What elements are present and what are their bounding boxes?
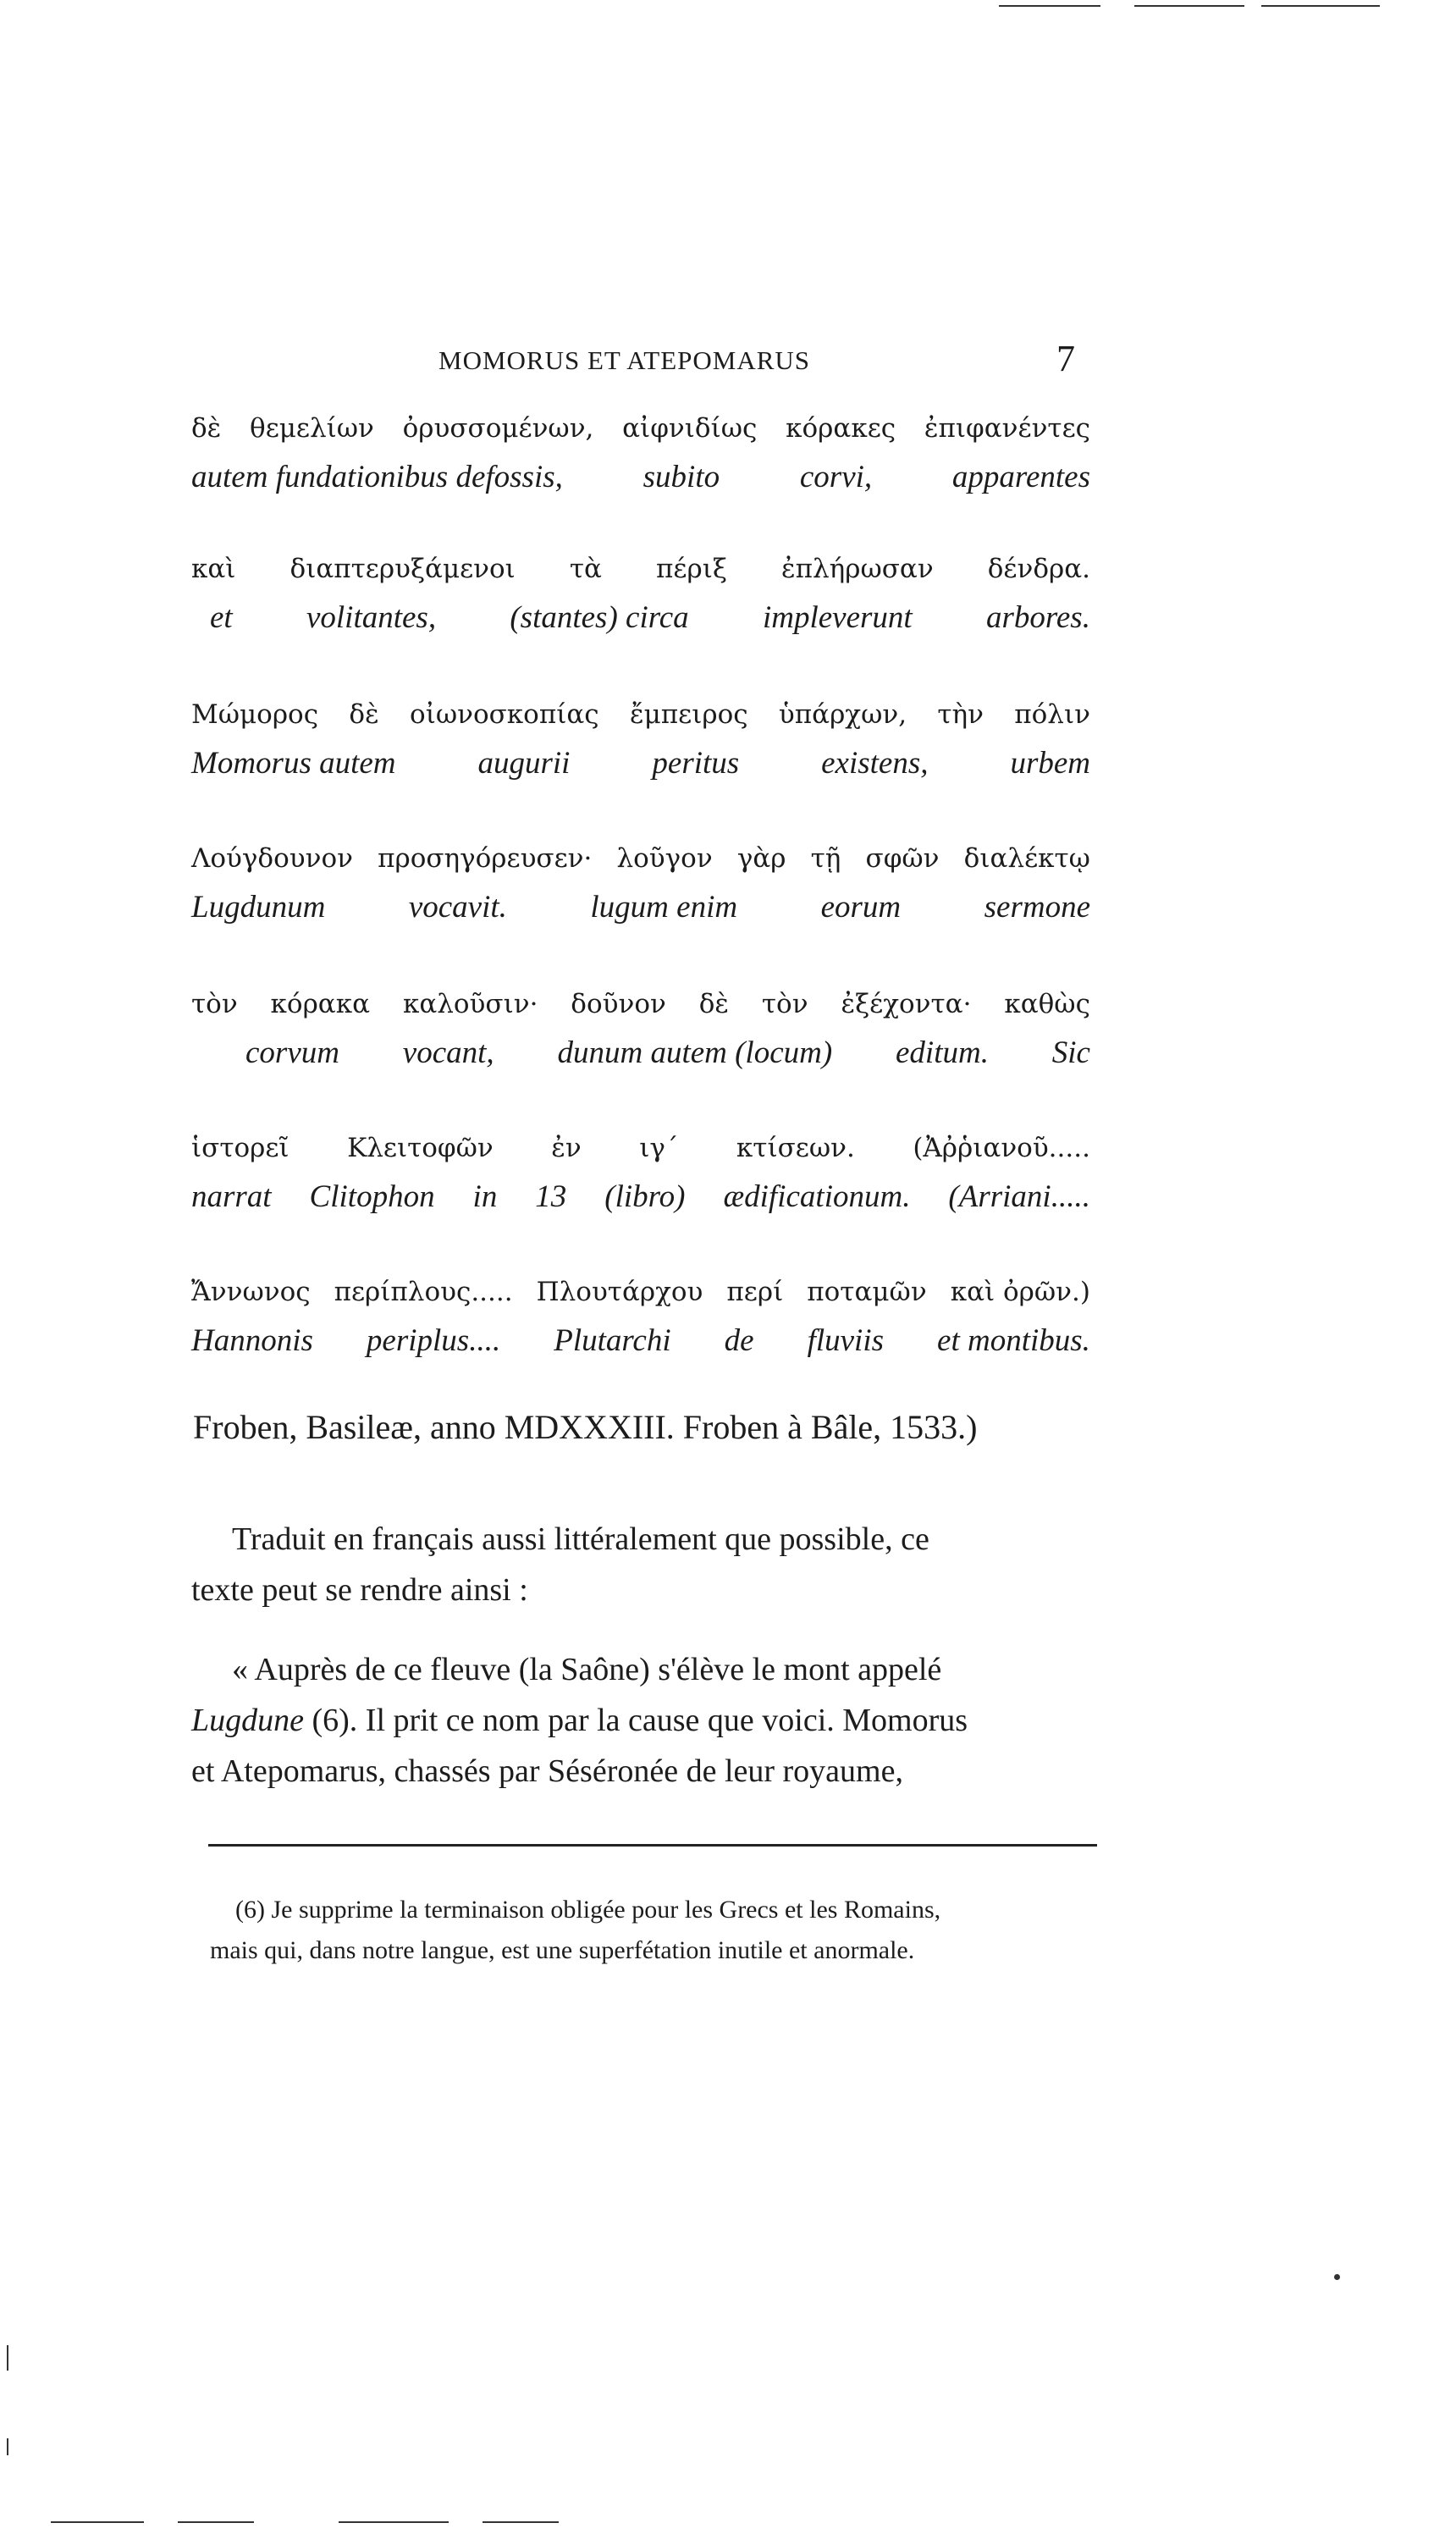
greek-word: λοῦγον	[616, 843, 713, 874]
greek-word: τὸν	[761, 989, 808, 1019]
latin-word: apparentes	[951, 460, 1090, 494]
running-title: MOMORUS ET ATEPOMARUS	[438, 345, 811, 375]
greek-line	[191, 843, 1090, 886]
latin-word: vocant,	[402, 1035, 494, 1070]
scan-edge-mark	[483, 2521, 559, 2523]
verse-pair	[191, 699, 1090, 787]
latin-line	[191, 889, 1090, 931]
translation-intro	[191, 1514, 1092, 1615]
latin-word: subito	[643, 460, 720, 494]
greek-word: αἰφνιδίως	[622, 413, 758, 444]
latin-word: corvum	[245, 1035, 339, 1070]
greek-line	[191, 989, 1090, 1031]
latin-word: 13	[535, 1179, 567, 1214]
paragraph-line: texte peut se rendre ainsi :	[191, 1572, 528, 1608]
greek-word: κόρακες	[786, 413, 896, 444]
italic-word: Lugdune	[191, 1703, 304, 1738]
greek-word: καθὼς	[1004, 989, 1090, 1019]
latin-word: dunum autem (locum)	[557, 1035, 833, 1070]
paragraph-line	[191, 1695, 1092, 1746]
paragraph-text: (6). Il prit ce nom par la cause que voici. Momorus	[304, 1703, 968, 1738]
latin-line	[191, 1179, 1090, 1221]
latin-word: fluviis	[807, 1323, 885, 1358]
verse-pair	[191, 843, 1090, 931]
greek-word: ὑπάρχων,	[778, 699, 907, 730]
greek-word: καὶ ὀρῶν.)	[950, 1277, 1090, 1307]
verse-pair	[191, 554, 1090, 642]
verse-pair	[191, 413, 1090, 501]
page-number: 7	[1056, 338, 1075, 379]
scan-edge-mark	[178, 2521, 254, 2523]
latin-word: et montibus.	[937, 1323, 1090, 1358]
latin-word: de	[724, 1323, 754, 1358]
greek-word: (Ἀῤῥιανοῦ.....	[913, 1133, 1090, 1163]
latin-word: vocavit.	[408, 890, 507, 925]
latin-line	[191, 459, 1090, 501]
greek-word: καὶ	[191, 554, 236, 584]
greek-word: τὴν	[937, 699, 984, 730]
latin-line	[191, 745, 1090, 787]
greek-word: Κλειτοφῶν	[347, 1133, 494, 1163]
greek-word: καλοῦσιν·	[402, 989, 538, 1019]
greek-word: τῇ	[810, 843, 841, 874]
greek-word: Πλουτάρχου	[536, 1277, 703, 1307]
greek-word: δὲ	[349, 699, 379, 730]
latin-word: Hannonis	[191, 1323, 313, 1358]
greek-word: κόρακα	[270, 989, 371, 1019]
scan-edge-mark	[1261, 5, 1380, 7]
scan-edge-mark	[51, 2521, 144, 2523]
latin-word: autem fundationibus defossis,	[191, 460, 563, 494]
greek-word: ὀρυσσομένων,	[402, 413, 594, 444]
scan-edge-mark	[339, 2521, 449, 2523]
greek-line	[191, 1133, 1090, 1175]
latin-word: (libro)	[604, 1179, 686, 1214]
latin-word: narrat	[191, 1179, 272, 1214]
greek-word: περί	[726, 1277, 784, 1307]
greek-word: δένδρα.	[987, 554, 1090, 584]
greek-word: διαπτερυξάμενοι	[290, 554, 516, 584]
paragraph-line: et Atepomarus, chassés par Séséronée de leur royaume,	[191, 1753, 903, 1789]
scan-edge-mark	[7, 2438, 8, 2455]
footnote-line: (6) Je supprime la terminaison obligée pour les Grecs et les Romains,	[235, 1896, 941, 1924]
paragraph-line: « Auprès de ce fleuve (la Saône) s'élève le mont appelé	[232, 1652, 942, 1687]
verse-pair	[191, 1277, 1090, 1365]
latin-word: Plutarchi	[554, 1323, 671, 1358]
latin-line	[191, 1035, 1090, 1077]
verse-pair	[191, 1133, 1090, 1221]
scan-edge-mark	[7, 2345, 8, 2371]
greek-word: δὲ	[698, 989, 730, 1019]
latin-word: lugum enim	[590, 890, 738, 925]
latin-word: (stantes) circa	[510, 600, 689, 635]
greek-word: κτίσεων.	[736, 1133, 855, 1163]
latin-word: Lugdunum	[191, 890, 326, 925]
scan-edge-mark	[999, 5, 1100, 7]
verse-pair	[191, 989, 1090, 1077]
greek-word: Μώμορος	[191, 699, 319, 730]
greek-word: ἐπλήρωσαν	[781, 554, 934, 584]
greek-word: τὸν	[191, 989, 238, 1019]
latin-word: periplus....	[366, 1323, 501, 1358]
greek-word: θεμελίων	[250, 413, 374, 444]
greek-word: πέριξ	[656, 554, 727, 584]
greek-word: γὰρ	[736, 843, 786, 874]
greek-word: οἰωνοσκοπίας	[410, 699, 599, 730]
footnote-rule	[208, 1844, 1097, 1847]
greek-word: προσηγόρευσεν·	[378, 843, 593, 874]
latin-word: et	[210, 600, 233, 635]
latin-word: eorum	[820, 890, 902, 925]
latin-word: volitantes,	[306, 600, 437, 635]
greek-word: τὰ	[569, 554, 602, 584]
latin-line	[191, 1322, 1090, 1365]
greek-word: ἐξέχοντα·	[841, 989, 972, 1019]
latin-word: Sic	[1051, 1035, 1090, 1070]
greek-word: διαλέκτῳ	[963, 843, 1090, 874]
latin-word: arbores.	[985, 600, 1090, 635]
latin-word: in	[472, 1179, 498, 1214]
greek-word: δὲ	[191, 413, 222, 444]
latin-word: (Arriani.....	[948, 1179, 1090, 1214]
greek-line	[191, 554, 1090, 596]
paragraph-line: Traduit en français aussi littéralement que possible, ce	[232, 1521, 929, 1557]
latin-word: sermone	[984, 890, 1090, 925]
greek-word: ποταμῶν	[807, 1277, 927, 1307]
latin-word: corvi,	[799, 460, 873, 494]
latin-line	[191, 599, 1090, 642]
latin-word: impleverunt	[762, 600, 913, 635]
greek-word: ἔμπειρος	[629, 699, 748, 730]
greek-word: ιγ´	[639, 1133, 679, 1163]
greek-line	[191, 413, 1090, 455]
greek-word: σφῶν	[865, 843, 940, 874]
latin-word: augurii	[477, 746, 571, 781]
footnote	[210, 1890, 1099, 1971]
greek-word: Λούγδουνον	[191, 843, 353, 874]
latin-word: existens,	[821, 746, 929, 781]
latin-word: urbem	[1010, 746, 1090, 781]
footnote-line: mais qui, dans notre langue, est une superfétation inutile et anormale.	[210, 1936, 915, 1964]
greek-line	[191, 699, 1090, 742]
latin-word: ædificationum.	[723, 1179, 911, 1214]
greek-word: ἐπιφανέντες	[924, 413, 1090, 444]
translation-paragraph	[191, 1644, 1092, 1797]
greek-word: περίπλους.....	[334, 1277, 513, 1307]
greek-word: ἱστορεῖ	[191, 1133, 290, 1163]
imprint-line: Froben, Basileæ, anno MDXXXIII. Froben à Bâle, 1533.)	[193, 1408, 978, 1446]
greek-word: πόλιν	[1014, 699, 1090, 730]
latin-word: Clitophon	[309, 1179, 435, 1214]
greek-word: Ἄννωνος	[191, 1277, 311, 1307]
greek-line	[191, 1277, 1090, 1319]
greek-word: ἐν	[551, 1133, 582, 1163]
scan-edge-mark	[1134, 5, 1244, 7]
ink-speck	[1334, 2274, 1340, 2280]
latin-word: Momorus autem	[191, 746, 396, 781]
latin-word: peritus	[652, 746, 740, 781]
greek-word: δοῦνον	[571, 989, 666, 1019]
latin-word: editum.	[896, 1035, 989, 1070]
